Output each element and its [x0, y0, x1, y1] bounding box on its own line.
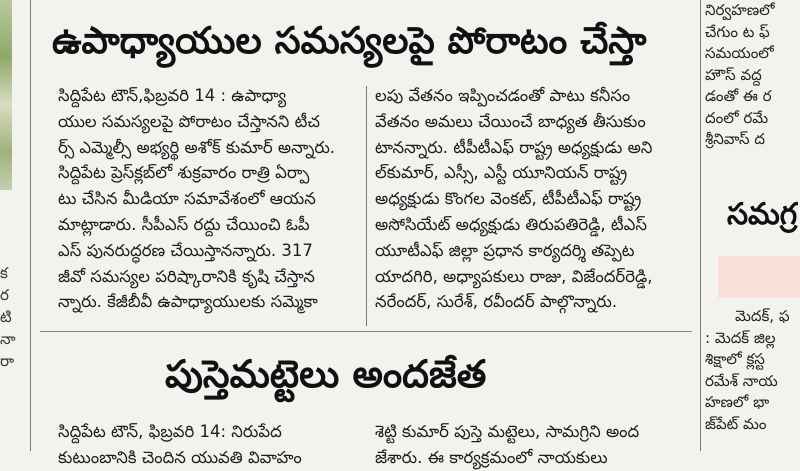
- article1-col1-line: జీవో సమస్యల పరిష్కారానికి కృషి చేస్తాన: [58, 266, 315, 286]
- column-divider-left: [30, 0, 31, 451]
- article2-column1: [58, 419, 358, 471]
- column-divider-right: [700, 0, 701, 451]
- article-separator: [40, 331, 692, 332]
- left-photo-fragment: [0, 0, 12, 190]
- right-highlight-box: [718, 256, 800, 298]
- right-bottom-line: జ్‌పేట్ మం: [705, 414, 767, 433]
- right-bottom-line: : మెదక్ జిల్ల: [705, 328, 776, 347]
- article1-column1: [58, 83, 358, 315]
- right-bottom-line: మెదక్, ఫ: [735, 307, 790, 325]
- right-top-line: చేగుం ట ఫ్: [705, 22, 770, 41]
- right-bottom-line: శిక్షాలో క్లస్ట: [705, 350, 765, 368]
- article1-col2-line: టానన్నారు. టీపీటీఎఫ్ రాష్ట్ర అధ్యక్షుడు అని: [375, 137, 653, 157]
- article2-col1-line: సిద్దిపేట టౌన్, ఫిబ్రవరి 14: నిరుపేద: [58, 422, 282, 441]
- article1-col1-line: మాట్లాడారు. సీపీఎస్ రద్దు చేయించి ఓపీ: [58, 214, 310, 234]
- article1-col2-line: నరేందర్, సురేశ్, రవీందర్ పాల్గొన్నారు.: [375, 292, 618, 312]
- article2-headline: పుస్తెమట్టెలు అందజేత: [165, 352, 487, 396]
- left-fragment-1: క: [0, 264, 8, 282]
- article1-col2-line: ల్‌కుమార్, ఎస్సీ, ఎస్టీ యూనియన్ రాష్ట్ర: [375, 163, 628, 183]
- right-bottom-line: రమేశ్ నాయ: [705, 371, 778, 390]
- right-top-line: సమయంలో: [705, 44, 774, 62]
- article1-col1-line: న్నారు. కేజీబీవీ ఉపాధ్యాయులకు సమ్మెకా: [58, 292, 318, 312]
- article1-column2: [375, 83, 675, 315]
- right-column-bottom: [705, 306, 800, 435]
- article1-col2-line: యాదగిరి, అధ్యాపకులు రాజు, విజేందర్‌రెడ్డి,: [375, 266, 653, 286]
- left-fragment-4: నా: [0, 330, 16, 348]
- right-top-line: శ్రీనివాస్ ద: [705, 130, 765, 148]
- left-fragment-3: టి: [0, 308, 12, 326]
- article2-column2: [375, 419, 675, 471]
- right-top-line: హౌస్ వద్ద: [705, 65, 762, 84]
- article2-col2-line: జేశారు. ఈ కార్యక్రమంలో నాయకులు: [375, 447, 608, 467]
- article1-col1-line: టు చేసిన మీడియా సమావేశంలో ఆయన: [58, 189, 316, 209]
- article2-col2-line: శెట్టి కుమార్ పుస్తె మట్టెలు, సామగ్రిని అంద: [375, 422, 640, 441]
- article1-col1-line: సిద్దిపేట టౌన్,ఫిబ్రవరి 14 : ఉపాధ్యా: [58, 86, 287, 105]
- right-top-line: నిర్వహణలో: [705, 1, 775, 19]
- left-fragment-2: ర: [0, 286, 9, 304]
- article1-col1-line: ఎస్ పునరుద్ధరణ చేయిస్తానన్నారు. 317: [58, 240, 313, 260]
- article1-headline: ఉపాధ్యాయుల సమస్యలపై పోరాటం చేస్తా: [52, 19, 647, 62]
- right-headline: సమగ్ర: [727, 197, 798, 232]
- article1-col2-line: యూటీఎఫ్ జిల్లా ప్రధాన కార్యదర్శి తప్పెట: [375, 240, 635, 260]
- left-fragment-5: రా: [0, 352, 15, 370]
- article1-col1-line: సిద్దిపేట ప్రెస్‌క్లబ్‌లో శుక్రవారం రాత్రి ఏర్పా: [58, 163, 310, 183]
- article1-column-divider: [366, 86, 367, 326]
- article1-col1-line: ర్స్ ఎమ్మెల్సీ అభ్యర్థి అశోక్ కుమార్ అన్నారు.: [58, 137, 336, 157]
- article1-col2-line: లపు వేతనం ఇప్పించడంతో పాటు కనీసం: [375, 86, 631, 105]
- article2-col1-line: కుటుంబానికి చెందిన యువతి వివాహం: [58, 447, 302, 467]
- article1-col2-line: వేతనం అమలు చేయించే బాధ్యత తీసుకుం: [375, 111, 646, 131]
- right-bottom-line: హణలో భా: [705, 393, 770, 411]
- right-top-line: దంలో రమే: [705, 108, 769, 127]
- article1-col1-line: యుల సమస్యలపై పోరాటం చేస్తానని టీచ: [58, 111, 320, 131]
- article1-col2-line: అసోసియేట్ అధ్యక్షుడు తిరుపతిరెడ్డి, టీఎస్: [375, 214, 647, 234]
- right-column-top: [705, 0, 800, 151]
- article1-col2-line: అధ్యక్షుడు కొంగల వెంకట్, టీపీటీఎఫ్ రాష్ట్ర: [375, 189, 642, 209]
- right-top-line: డంతో ఈ ర: [705, 87, 772, 105]
